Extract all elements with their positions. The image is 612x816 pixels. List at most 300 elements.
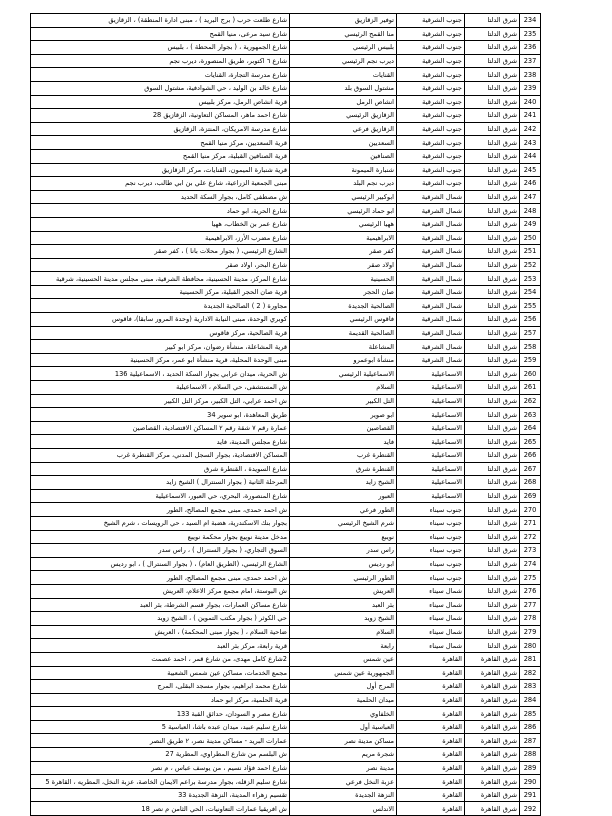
address-cell: قرية رابعة، مركز بئر العبد [31,639,290,653]
governorate-cell: شمال الشرقية [397,245,465,259]
governorate-cell: القاهرة [397,761,465,775]
table-row [31,666,541,680]
row-number-cell: 251 [520,245,541,259]
office-name-cell: الاندلس [290,802,397,816]
row-number-cell: 280 [520,639,541,653]
row-number-cell: 255 [520,299,541,313]
address-cell: شارع مدرسة الامريكان، المنتزة، الزقازيق [31,122,290,136]
office-name-cell: اولاد صقر [290,258,397,272]
office-name-cell: ابو صوير [290,408,397,422]
governorate-cell: جنوب الشرقية [397,54,465,68]
table-row [31,245,541,259]
address-cell: ش احمد عرابي، التل الكبير، مركز التل الكبير [31,394,290,408]
region-cell: شرق الدلتا [465,149,520,163]
address-cell: بجوار بنك الاسكندرية، هضبة ام السيد ، حي الرويسات ، شرم الشيخ [31,516,290,530]
row-number-cell: 286 [520,720,541,734]
office-name-cell: ميدان الحلمية [290,693,397,707]
region-cell: شرق الدلتا [465,326,520,340]
office-name-cell: شنبارة الميمونة [290,163,397,177]
address-cell: قرية الصالحية، مركز فاقوس [31,326,290,340]
row-number-cell: 272 [520,530,541,544]
table-row [31,299,541,313]
address-cell: مبنى الجمعية الزراعية، شارع علي بن ابي طالب، ديرب نجم [31,177,290,191]
office-name-cell: التل الكبير [290,394,397,408]
row-number-cell: 236 [520,41,541,55]
address-cell: شارع احمد فؤاد نسيم ، من يوسف عباس ، م نصر [31,761,290,775]
table-row [31,258,541,272]
office-name-cell: نويبع [290,530,397,544]
address-cell: شارع احمد ماهر، المساكن التعاونية، الزقازيق 28 [31,109,290,123]
row-number-cell: 253 [520,272,541,286]
governorate-cell: جنوب سيناء [397,557,465,571]
address-cell: شارع مصر و السودان، حدائق القبة 133 [31,707,290,721]
office-name-cell: كفر صقر [290,245,397,259]
row-number-cell: 260 [520,367,541,381]
address-cell: ش الحرية، ميدان عرابي بجوار السكة الحديد ، الاسماعيلية 136 [31,367,290,381]
row-number-cell: 243 [520,136,541,150]
row-number-cell: 277 [520,598,541,612]
table-row [31,340,541,354]
region-cell: شرق الدلتا [465,530,520,544]
region-cell: شرق الدلتا [465,68,520,82]
office-name-cell: منشأة ابوعمرو [290,353,397,367]
row-number-cell: 256 [520,313,541,327]
region-cell: شرق الدلتا [465,136,520,150]
office-name-cell: عين شمس [290,652,397,666]
governorate-cell: القاهرة [397,707,465,721]
office-name-cell: العبور [290,489,397,503]
governorate-cell: شمال الشرقية [397,231,465,245]
office-name-cell: السلام [290,625,397,639]
address-cell: الشارع الرئيسي، (الطريق العام) ، ( بجوار السنترال ) ، ابو رديس [31,557,290,571]
table-row [31,95,541,109]
row-number-cell: 247 [520,190,541,204]
office-name-cell: ابو حماد الرئيسي [290,204,397,218]
table-row [31,571,541,585]
address-cell: المرحلة الثانية ( بجوار السنترال ) الشيخ زايد [31,476,290,490]
row-number-cell: 287 [520,734,541,748]
row-number-cell: 288 [520,748,541,762]
row-number-cell: 267 [520,462,541,476]
governorate-cell: جنوب الشرقية [397,163,465,177]
table-row [31,625,541,639]
table-row [31,408,541,422]
region-cell: شرق القاهرة [465,693,520,707]
table-row [31,41,541,55]
row-number-cell: 291 [520,788,541,802]
table-row [31,788,541,802]
region-cell: شرق الدلتا [465,41,520,55]
address-cell: شارع الجمهورية ، ( بجوار المحطة ) ، بلبيس [31,41,290,55]
address-cell: ش المستشفى، حي السلام ، الاسماعيلية [31,381,290,395]
governorate-cell: جنوب الشرقية [397,81,465,95]
region-cell: شرق الدلتا [465,122,520,136]
table-row [31,449,541,463]
address-cell: ضاحية السلام ، ( بجوار مبنى المحكمة) ، العريش [31,625,290,639]
office-name-cell: الزقازيق فرعي [290,122,397,136]
address-cell: شارع المنصورة، البحري، حي العبور، الاسماعيلية [31,489,290,503]
row-number-cell: 258 [520,340,541,354]
governorate-cell: شمال الشرقية [397,190,465,204]
row-number-cell: 282 [520,666,541,680]
table-row [31,285,541,299]
office-name-cell: توفير الزقازيق [290,14,397,28]
office-name-cell: شرم الشيخ الرئيسي [290,516,397,530]
address-cell: قرية الحلمية، مركز ابو حماد [31,693,290,707]
region-cell: شرق الدلتا [465,571,520,585]
address-cell: شارع سيد مرعى، منيا القمح [31,27,290,41]
office-name-cell: القنطرة غرب [290,449,397,463]
table-row [31,680,541,694]
row-number-cell: 241 [520,109,541,123]
table-row [31,516,541,530]
governorate-cell: القاهرة [397,720,465,734]
row-number-cell: 240 [520,95,541,109]
table-row [31,693,541,707]
row-number-cell: 261 [520,381,541,395]
governorate-cell: شمال الشرقية [397,326,465,340]
region-cell: شرق الدلتا [465,503,520,517]
office-name-cell: الزقازيق الرئيسي [290,109,397,123]
address-cell: ش البلسم من شارع المطراوي، المطرية 27 [31,748,290,762]
address-cell: ش احمد حمدى، مبنى مجمع المصالح، الطور [31,571,290,585]
address-cell: شارع الحرية، ابو حماد [31,204,290,218]
table-row [31,734,541,748]
governorate-cell: الاسماعيلية [397,408,465,422]
table-row [31,367,541,381]
governorate-cell: القاهرة [397,680,465,694]
table-row [31,190,541,204]
governorate-cell: جنوب الشرقية [397,122,465,136]
table-row [31,353,541,367]
region-cell: شرق القاهرة [465,680,520,694]
region-cell: شرق الدلتا [465,231,520,245]
address-cell: مجاورة ( 2 ) الصالحية الجديدة [31,299,290,313]
office-name-cell: النزهة الجديدة [290,788,397,802]
region-cell: شرق القاهرة [465,666,520,680]
office-name-cell: الخلفاوي [290,707,397,721]
governorate-cell: شمال الشرقية [397,285,465,299]
region-cell: شرق الدلتا [465,421,520,435]
governorate-cell: الاسماعيلية [397,435,465,449]
region-cell: شرق القاهرة [465,652,520,666]
office-name-cell: الابراهيمية [290,231,397,245]
office-name-cell: منا القمح الرئيسي [290,27,397,41]
governorate-cell: الاسماعيلية [397,476,465,490]
office-name-cell: الحسينية [290,272,397,286]
table-row [31,394,541,408]
table-row [31,326,541,340]
post-office-table [30,13,541,816]
address-cell: قرية الصنافين القبلية، مركز منيا القمح [31,149,290,163]
region-cell: شرق الدلتا [465,163,520,177]
row-number-cell: 268 [520,476,541,490]
address-cell: ش احمد حمدى، مبنى مجمع المصالح، الطور [31,503,290,517]
table-row [31,598,541,612]
governorate-cell: جنوب سيناء [397,503,465,517]
table-row [31,557,541,571]
row-number-cell: 238 [520,68,541,82]
row-number-cell: 274 [520,557,541,571]
table-row [31,775,541,789]
office-name-cell: مساكن مدينة نصر [290,734,397,748]
governorate-cell: شمال سيناء [397,612,465,626]
table-row [31,503,541,517]
table-row [31,68,541,82]
row-number-cell: 275 [520,571,541,585]
region-cell: شرق الدلتا [465,462,520,476]
office-name-cell: الصنافين [290,149,397,163]
region-cell: شرق الدلتا [465,313,520,327]
table-body [31,14,541,816]
governorate-cell: جنوب الشرقية [397,41,465,55]
governorate-cell: الاسماعيلية [397,489,465,503]
address-cell: شارع محمد ابراهيم، بجوار مسجد البقلى، المرج [31,680,290,694]
region-cell: شرق الدلتا [465,598,520,612]
table-row [31,27,541,41]
region-cell: شرق الدلتا [465,190,520,204]
governorate-cell: جنوب سيناء [397,571,465,585]
region-cell: شرق الدلتا [465,408,520,422]
office-name-cell: القصاصين [290,421,397,435]
table-row [31,530,541,544]
row-number-cell: 244 [520,149,541,163]
governorate-cell: القاهرة [397,693,465,707]
row-number-cell: 239 [520,81,541,95]
table-row [31,163,541,177]
office-name-cell: الطور الرئيسي [290,571,397,585]
region-cell: شرق الدلتا [465,639,520,653]
address-cell: تقسيم زهراء المدينة، النزهة الجديدة 33 [31,788,290,802]
table-row [31,54,541,68]
row-number-cell: 263 [520,408,541,422]
governorate-cell: جنوب الشرقية [397,149,465,163]
address-cell: شارع المركز، مدينة الحسينية، محافظة الشرقية، مبنى مجلس مدينة الحسينية، شرقية [31,272,290,286]
governorate-cell: القاهرة [397,666,465,680]
address-cell: ش مصطفى كامل، بجوار السكة الحديد [31,190,290,204]
table-row [31,802,541,816]
address-cell: شارع ٦ اكتوبر، طريق المنصورة، ديرب نجم [31,54,290,68]
governorate-cell: جنوب سيناء [397,530,465,544]
office-name-cell: رابعة [290,639,397,653]
address-cell: قرية صان الحجر القبلية، مركز الحسينية [31,285,290,299]
row-number-cell: 271 [520,516,541,530]
governorate-cell: شمال سيناء [397,598,465,612]
office-name-cell: السلام [290,381,397,395]
office-name-cell: مشتول السوق بلد [290,81,397,95]
region-cell: شرق القاهرة [465,734,520,748]
table-row [31,272,541,286]
row-number-cell: 234 [520,14,541,28]
table-row [31,652,541,666]
table-row [31,748,541,762]
row-number-cell: 266 [520,449,541,463]
row-number-cell: 270 [520,503,541,517]
row-number-cell: 235 [520,27,541,41]
office-name-cell: بئر العبد [290,598,397,612]
governorate-cell: الاسماعيلية [397,462,465,476]
governorate-cell: القاهرة [397,748,465,762]
region-cell: شرق القاهرة [465,761,520,775]
office-name-cell: القنايات [290,68,397,82]
office-name-cell: الشيخ زايد [290,476,397,490]
address-cell: شارع سليم عبيد، ميدان عبده باشا، العباسية 5 [31,720,290,734]
office-name-cell: راس سدر [290,544,397,558]
address-cell: كوبري الوحدة، مبنى النيابة الادارية (وحدة المرور سابقا)، فاقوس [31,313,290,327]
table-row [31,204,541,218]
governorate-cell: القاهرة [397,734,465,748]
region-cell: شرق الدلتا [465,367,520,381]
row-number-cell: 292 [520,802,541,816]
address-cell: شارع مضرب الأرز، الابراهيمية [31,231,290,245]
region-cell: شرق الدلتا [465,27,520,41]
governorate-cell: القاهرة [397,652,465,666]
office-name-cell: شجرة مريم [290,748,397,762]
row-number-cell: 245 [520,163,541,177]
region-cell: شرق الدلتا [465,394,520,408]
row-number-cell: 242 [520,122,541,136]
region-cell: شرق القاهرة [465,775,520,789]
row-number-cell: 254 [520,285,541,299]
office-name-cell: العباسية أول [290,720,397,734]
office-name-cell: بلبيس الرئيسي [290,41,397,55]
governorate-cell: جنوب الشرقية [397,136,465,150]
governorate-cell: شمال سيناء [397,639,465,653]
region-cell: شرق الدلتا [465,557,520,571]
region-cell: شرق القاهرة [465,748,520,762]
table-row [31,489,541,503]
row-number-cell: 257 [520,326,541,340]
region-cell: شرق الدلتا [465,516,520,530]
table-row [31,612,541,626]
row-number-cell: 283 [520,680,541,694]
address-cell: المساكن الاقتصادية، بجوار السجل المدني، مركز القنطرة غرب [31,449,290,463]
table-row [31,584,541,598]
governorate-cell: جنوب الشرقية [397,68,465,82]
row-number-cell: 250 [520,231,541,245]
region-cell: شرق القاهرة [465,707,520,721]
region-cell: شرق الدلتا [465,177,520,191]
office-name-cell: ديرب نجم البلد [290,177,397,191]
row-number-cell: 276 [520,584,541,598]
office-name-cell: العريش [290,584,397,598]
row-number-cell: 249 [520,217,541,231]
office-name-cell: عزبة النخل فرعي [290,775,397,789]
row-number-cell: 237 [520,54,541,68]
region-cell: شرق الدلتا [465,109,520,123]
row-number-cell: 248 [520,204,541,218]
governorate-cell: شمال الشرقية [397,340,465,354]
address-cell: شارع مدرسة التجارة، القنايات [31,68,290,82]
governorate-cell: شمال سيناء [397,625,465,639]
address-cell: ش البوستة، امام مجمع مركز الاعلام، العريش [31,584,290,598]
table-row [31,462,541,476]
row-number-cell: 262 [520,394,541,408]
region-cell: شرق الدلتا [465,353,520,367]
office-name-cell: ديرب نجم الرئيسي [290,54,397,68]
table-row [31,381,541,395]
governorate-cell: شمال الشرقية [397,258,465,272]
address-cell: مبنى الوحدة المحلية، قرية منشأة ابو عمر، مركز الحسينية [31,353,290,367]
office-name-cell: ابوكبير الرئيسي [290,190,397,204]
office-name-cell: الجمهورية عين شمس [290,666,397,680]
governorate-cell: شمال الشرقية [397,204,465,218]
governorate-cell: جنوب سيناء [397,544,465,558]
office-name-cell: الصالحية الجديدة [290,299,397,313]
address-cell: السوق التجاري، ( بجوار السنترال ) ، راس سدر [31,544,290,558]
governorate-cell: الاسماعيلية [397,394,465,408]
table-row [31,81,541,95]
office-name-cell: ابو رديس [290,557,397,571]
governorate-cell: القاهرة [397,802,465,816]
governorate-cell: جنوب الشرقية [397,109,465,123]
address-cell: شارع سليم الزقله، بجوار مدرسة براعم الايمان الخاصة، عزبة النخل، المطريه ، القاهرة 5 [31,775,290,789]
governorate-cell: الاسماعيلية [397,381,465,395]
office-name-cell: انشاص الرمل [290,95,397,109]
address-cell: عمارة رقم ٧ شقة رقم ٢ المساكن الاقتصادية، القصاصين [31,421,290,435]
row-number-cell: 246 [520,177,541,191]
row-number-cell: 265 [520,435,541,449]
address-cell: شارع عمر بن الخطاب، ههيا [31,217,290,231]
region-cell: شرق الدلتا [465,544,520,558]
address-cell: الشارع الرئيسي، ( بجوار محلات بانا ) ، كفر صقر [31,245,290,259]
governorate-cell: شمال الشرقية [397,353,465,367]
office-name-cell: الطور فرعي [290,503,397,517]
table-row [31,435,541,449]
table-row [31,707,541,721]
office-name-cell: المرج أول [290,680,397,694]
region-cell: شرق القاهرة [465,720,520,734]
table-row [31,177,541,191]
region-cell: شرق الدلتا [465,340,520,354]
table-row [31,14,541,28]
address-cell: مجمع الخدمات، مساكن عين شمس الشعبية [31,666,290,680]
table-row [31,313,541,327]
table-row [31,639,541,653]
address-cell: مدخل مدينة نويبع بجوار محكمة نويبع [31,530,290,544]
office-name-cell: الشيخ زويد [290,612,397,626]
region-cell: شرق الدلتا [465,612,520,626]
governorate-cell: شمال الشرقية [397,313,465,327]
address-cell: عمارات البريد - مساكن مدينة نصر، ٢ طريق النصر [31,734,290,748]
governorate-cell: شمال الشرقية [397,217,465,231]
row-number-cell: 269 [520,489,541,503]
region-cell: شرق الدلتا [465,285,520,299]
region-cell: شرق القاهرة [465,788,520,802]
governorate-cell: جنوب الشرقية [397,14,465,28]
governorate-cell: الاسماعيلية [397,449,465,463]
address-cell: شارع مجلس المدينة، فايد [31,435,290,449]
office-name-cell: السعديين [290,136,397,150]
address-cell: ش افريقيا عمارات التعاونيات، الحي الثامن م نصر 18 [31,802,290,816]
region-cell: شرق الدلتا [465,584,520,598]
row-number-cell: 290 [520,775,541,789]
region-cell: شرق الدلتا [465,81,520,95]
region-cell: شرق القاهرة [465,802,520,816]
region-cell: شرق الدلتا [465,204,520,218]
governorate-cell: القاهرة [397,775,465,789]
table-row [31,476,541,490]
region-cell: شرق الدلتا [465,625,520,639]
table-row [31,136,541,150]
table-row [31,544,541,558]
row-number-cell: 264 [520,421,541,435]
row-number-cell: 278 [520,612,541,626]
address-cell: شارع خالد بن الوليد ، حي الشوادفية، مشتول السوق [31,81,290,95]
region-cell: شرق الدلتا [465,299,520,313]
region-cell: شرق الدلتا [465,476,520,490]
table-row [31,109,541,123]
